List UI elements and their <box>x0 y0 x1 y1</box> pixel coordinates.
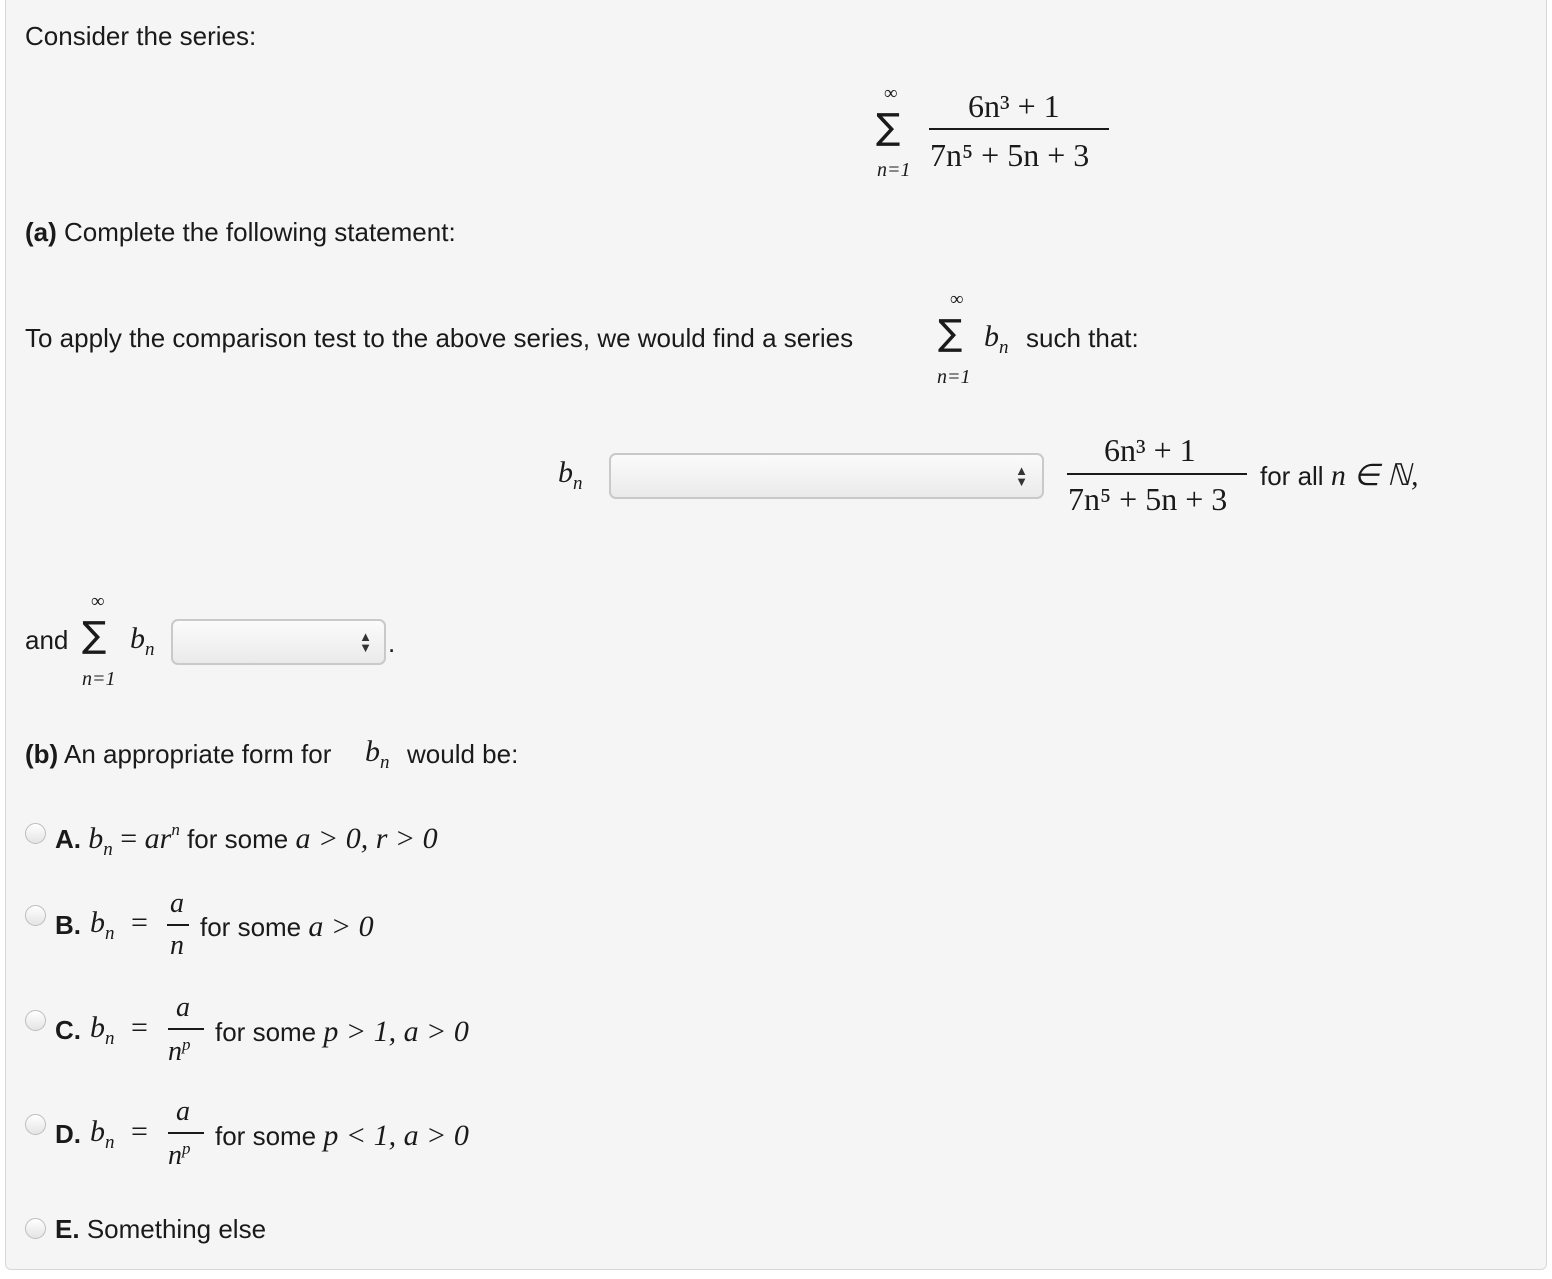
option-d-text-label: for some <box>215 1121 317 1151</box>
part-b-text: An appropriate form for <box>64 739 332 769</box>
sigma-symbol-3: ∑ <box>82 615 107 656</box>
sigma-symbol: ∑ <box>876 107 901 148</box>
option-a-letter: A. <box>55 824 81 854</box>
sum-lower-limit-2: n=1 <box>937 366 971 388</box>
bn-symbol-row: $b_n$ <box>558 456 583 494</box>
convergence-dropdown[interactable] <box>171 619 386 665</box>
option-c-bar <box>168 1028 204 1030</box>
bn-symbol-and: $b_n$ <box>130 622 155 660</box>
comparison-sentence: To apply the comparison test to the above series, we would find a series <box>25 323 854 353</box>
part-a-label: (a) <box>25 217 57 247</box>
sum-lower-limit: n=1 <box>877 159 911 181</box>
option-c-cond: p > 1, a > 0 <box>323 1015 469 1048</box>
bn-symbol: $b_n$ <box>984 320 1009 358</box>
option-e-letter: E. <box>55 1214 80 1244</box>
fraction-bar <box>929 128 1109 130</box>
select-arrows-icon: ▲ ▼ <box>359 629 372 655</box>
option-b-text-label: for some <box>200 912 302 942</box>
option-d-num: a <box>176 1096 190 1127</box>
sum-upper-limit-2: ∞ <box>950 289 964 310</box>
option-d-bar <box>168 1132 204 1134</box>
part-b-heading <box>25 741 331 767</box>
sum-lower-limit-3: n=1 <box>82 668 116 690</box>
series-denominator: 7n⁵ + 5n + 3 <box>930 137 1090 173</box>
option-c-letter: C. <box>55 1015 81 1045</box>
option-b-letter-wrap <box>55 912 81 938</box>
option-e-label <box>55 1216 266 1242</box>
option-d-bn: $b_n$ <box>90 1115 115 1153</box>
option-b-bar <box>167 924 189 926</box>
option-d-radio[interactable] <box>25 1114 46 1135</box>
option-c-letter-wrap <box>55 1017 81 1043</box>
option-a-text: for some <box>187 824 289 854</box>
rhs-fraction-bar <box>1067 473 1247 475</box>
sum-upper-limit-3: ∞ <box>91 591 105 612</box>
option-a-label <box>55 821 438 859</box>
option-d-text <box>215 1121 469 1151</box>
option-c-equals: = <box>131 1011 148 1044</box>
for-all-math: n ∈ ℕ, <box>1330 459 1419 492</box>
sigma-symbol-2: ∑ <box>938 313 963 354</box>
rhs-numerator: 6n³ + 1 <box>1104 432 1196 468</box>
option-b-num: a <box>170 888 184 919</box>
for-all-clause <box>1260 461 1418 491</box>
option-d-letter-wrap <box>55 1121 81 1147</box>
option-b-bn: $b_n$ <box>90 906 115 944</box>
part-b-text-after: would be: <box>407 739 519 769</box>
option-c-bn: $b_n$ <box>90 1011 115 1049</box>
part-a-text: Complete the following statement: <box>64 217 456 247</box>
bn-symbol-b: $b_n$ <box>365 735 390 773</box>
option-c-text <box>215 1017 469 1047</box>
select-arrows-icon: ▲ ▼ <box>1015 463 1028 489</box>
and-text: and <box>25 625 69 655</box>
option-d-den: $n^p$ <box>168 1139 191 1171</box>
option-e-radio[interactable] <box>25 1218 46 1239</box>
option-b-equals: = <box>131 906 148 939</box>
option-b-cond: a > 0 <box>308 910 374 943</box>
period: . <box>388 628 396 658</box>
option-a-radio[interactable] <box>25 823 46 844</box>
option-b-letter: B. <box>55 910 81 940</box>
such-that-text: such that: <box>1026 323 1139 353</box>
part-a-heading <box>25 219 456 245</box>
series-numerator: 6n³ + 1 <box>968 88 1060 124</box>
sum-upper-limit: ∞ <box>884 83 898 104</box>
part-b-label: (b) <box>25 739 59 769</box>
intro-text: Consider the series: <box>25 21 257 51</box>
option-c-radio[interactable] <box>25 1010 46 1031</box>
rhs-denominator: 7n⁵ + 5n + 3 <box>1068 481 1228 517</box>
option-b-text <box>200 912 374 942</box>
option-c-den: $n^p$ <box>168 1035 191 1067</box>
option-e-text: Something else <box>86 1214 267 1244</box>
option-c-num: a <box>176 992 190 1023</box>
option-d-equals: = <box>131 1115 148 1148</box>
option-b-radio[interactable] <box>25 905 46 926</box>
option-a-cond: a > 0, r > 0 <box>295 822 438 855</box>
option-d-cond: p < 1, a > 0 <box>323 1119 469 1152</box>
for-all-text: for all <box>1260 461 1324 491</box>
comparison-dropdown[interactable] <box>609 453 1044 499</box>
option-b-den: n <box>170 930 184 961</box>
option-a-formula: $b_n = ar^n$ <box>88 820 180 860</box>
option-c-text-label: for some <box>215 1017 317 1047</box>
option-d-letter: D. <box>55 1119 81 1149</box>
